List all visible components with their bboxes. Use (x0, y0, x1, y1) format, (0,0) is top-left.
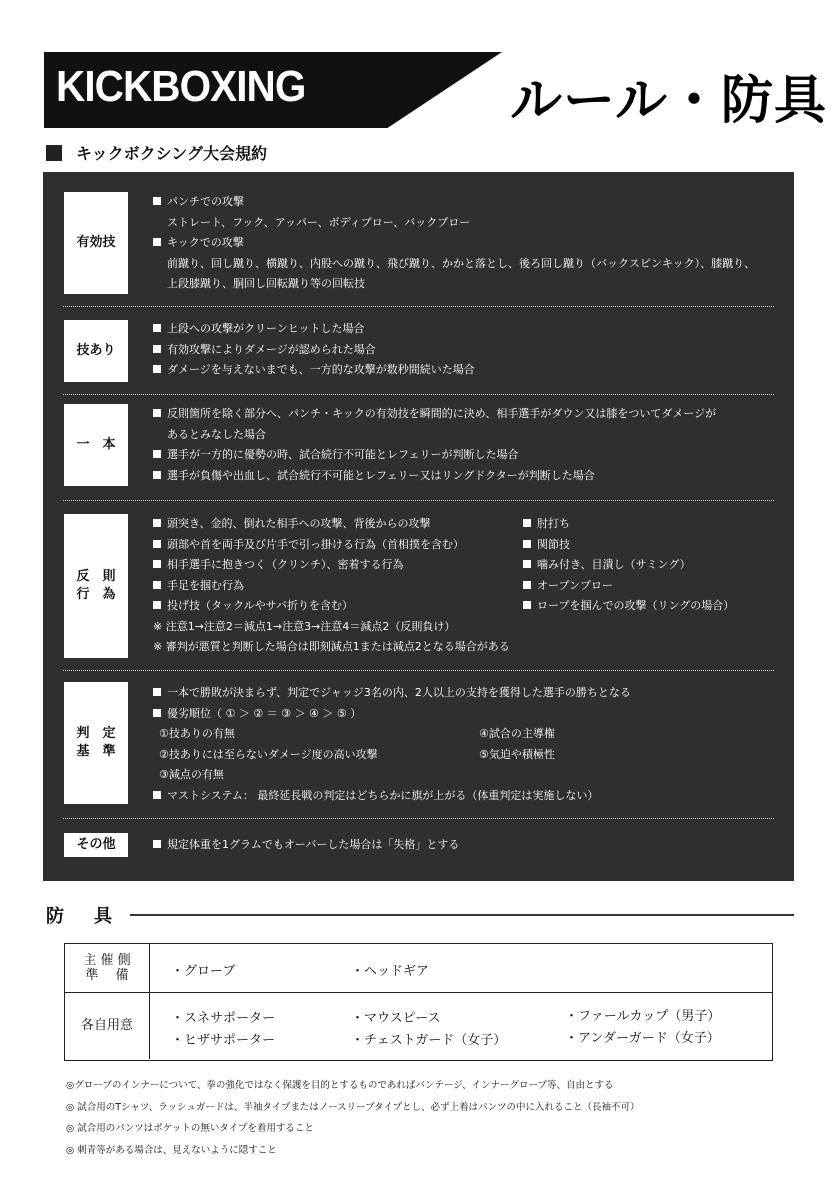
square-bullet-icon (523, 519, 531, 527)
rules-panel (43, 172, 794, 881)
rule-line: ①技ありの有無 ④試合の主導権 (159, 727, 555, 740)
rule-line: 上段膝蹴り、胴回し回転蹴り等の回転技 (167, 277, 365, 290)
note-line: ◎グローブのインナーについて、拳の強化ではなく保護を目的とするものであればバンテージ、インナーグローブ等、自由とする (66, 1080, 614, 1091)
label-ippon: 一 本 (64, 404, 128, 486)
square-bullet-icon (153, 324, 161, 332)
hantei-lines (153, 683, 784, 806)
rule-line: 頭部や首を両手及び片手で引っ掛ける行為（首相撲を含む） 関節技 (153, 535, 784, 556)
square-bullet-icon (153, 197, 161, 205)
square-bullet-icon (46, 145, 62, 161)
divider (63, 818, 774, 819)
waza-ari-lines (153, 319, 784, 381)
hansoku-lines (153, 514, 784, 658)
square-bullet-icon (153, 560, 161, 568)
divider (63, 500, 774, 501)
divider (63, 306, 774, 307)
gear-item: ・アンダーガード（女子） (565, 1031, 720, 1046)
gear-row-organizer (65, 944, 772, 993)
gear-item: ・スネサポーター (171, 1011, 276, 1026)
square-bullet-icon (153, 688, 161, 696)
square-bullet-icon (523, 581, 531, 589)
rule-line: あるとみなした場合 (167, 427, 266, 441)
rule-line: 反則箇所を除く部分へ、パンチ・キックの有効技を瞬間的に決め、相手選手がダウン又は膝をついてダメージが (153, 404, 784, 425)
square-bullet-icon (153, 601, 161, 609)
square-bullet-icon (153, 840, 161, 848)
gear-row-label: 主 催 側 準 備 (65, 944, 150, 992)
square-bullet-icon (153, 581, 161, 589)
label-yuko: 有効技 (64, 192, 128, 294)
note-line: ◎ 試合用のTシャツ、ラッシュガードは、半袖タイプまたはノースリーブタイプとし、必ず上着はパンツの中に入れること（長袖不可） (66, 1101, 640, 1113)
gear-item: ・マウスピース (351, 1011, 441, 1026)
divider (63, 394, 774, 395)
section-heading (46, 141, 267, 164)
yuko-lines (153, 192, 784, 295)
note-line: ◎ 試合用のパンツはポケットの無いタイプを着用すること (66, 1123, 314, 1134)
rule-note: ※ 注意1→注意2＝減点1→注意3→注意4＝減点2（反則負け） (153, 619, 456, 633)
rule-line: 投げ技（タックルやサバ折りを含む） ロープを掴んでの攻撃（リングの場合） (153, 596, 784, 617)
banner-title: KICKBOXING (56, 62, 306, 111)
rule-line: 有効攻撃によりダメージが認められた場合 (153, 340, 784, 361)
label-hantei: 判 定 基 準 (64, 682, 128, 804)
rule-line: 頭突き、金的、倒れた相手への攻撃、背後からの攻撃 肘打ち (153, 514, 784, 535)
square-bullet-icon (153, 345, 161, 353)
gear-item: ・ファールカップ（男子） (565, 1009, 721, 1024)
rule-line: 上段への攻撃がクリーンヒットした場合 (153, 319, 784, 340)
rule-line: 手足を掴む行為 オープンブロー (153, 576, 784, 597)
rule-line: 優劣順位（ ① ＞ ② ＝ ③ ＞ ④ ＞ ⑤ ） (153, 704, 784, 725)
rule-note: ※ 審判が悪質と判断した場合は即刻減点1または減点2となる場合がある (153, 640, 510, 653)
ippon-lines (153, 404, 784, 486)
square-bullet-icon (153, 791, 161, 799)
gear-heading: 防 具 (46, 906, 118, 927)
square-bullet-icon (153, 450, 161, 458)
rule-line: ダメージを与えないまでも、一方的な攻撃が数秒間続いた場合 (153, 360, 784, 381)
square-bullet-icon (153, 519, 161, 527)
gear-item: ・チェストガード（女子） (351, 1033, 507, 1048)
rule-line: 規定体重を1グラムでもオーバーした場合は「失格」とする (153, 835, 784, 856)
rule-line: キックでの攻撃 (153, 233, 784, 254)
divider (63, 670, 774, 671)
rule-line: 相手選手に抱きつく（クリンチ）、密着する行為 噛み付き、目潰し（サミング） (153, 555, 784, 576)
rule-line: 選手が一方的に優勢の時、試合続行不可能とレフェリーが判断した場合 (153, 445, 784, 466)
square-bullet-icon (153, 238, 161, 246)
square-bullet-icon (523, 560, 531, 568)
note-line: ◎ 刺青等がある場合は、見えないように隠すこと (66, 1144, 277, 1156)
rule-line: ②技ありには至らないダメージ度の高い攻撃 ⑤気迫や積極性 (159, 747, 555, 761)
gear-item: ・ヒザサポーター (171, 1033, 276, 1048)
gear-item: ・グローブ (171, 964, 236, 979)
rule-line: パンチでの攻撃 (153, 192, 784, 213)
rule-line: 前蹴り、回し蹴り、横蹴り、内股への蹴り、飛び蹴り、かかと落とし、後ろ回し蹴り（バックスピンキック）、膝蹴り、 (167, 256, 756, 270)
page-title: ルール・防具 (510, 71, 827, 131)
gear-item: ・ヘッドギア (351, 964, 430, 979)
label-hansoku: 反 則 行 為 (64, 514, 128, 658)
rule-line: ③減点の有無 (159, 768, 224, 781)
sonota-lines (153, 835, 784, 856)
square-bullet-icon (153, 471, 161, 479)
rule-line: 選手が負傷や出血し、試合続行不可能とレフェリー又はリングドクターが判断した場合 (153, 466, 784, 487)
label-waza-ari: 技あり (64, 320, 128, 382)
square-bullet-icon (153, 365, 161, 373)
rule-line: ストレート、フック、アッパー、ボディブロー、バックブロー (167, 215, 471, 229)
square-bullet-icon (523, 540, 531, 548)
heading-rule (130, 914, 794, 916)
rule-line: 一本で勝敗が決まらず、判定でジャッジ3名の内、2人以上の支持を獲得した選手の勝ちとなる (153, 683, 784, 704)
square-bullet-icon (153, 409, 161, 417)
square-bullet-icon (523, 601, 531, 609)
square-bullet-icon (153, 540, 161, 548)
section-title: キックボクシング大会規約 (76, 144, 267, 163)
square-bullet-icon (153, 709, 161, 717)
gear-row-label: 各自用意 (65, 992, 150, 1059)
gear-row-self (65, 992, 772, 1059)
gear-table (64, 943, 773, 1061)
gear-notes (66, 1075, 640, 1161)
rule-line: マストシステム： 最終延長戦の判定はどちらかに旗が上がる（体重判定は実施しない） (153, 786, 784, 807)
label-sonota: その他 (64, 833, 128, 857)
